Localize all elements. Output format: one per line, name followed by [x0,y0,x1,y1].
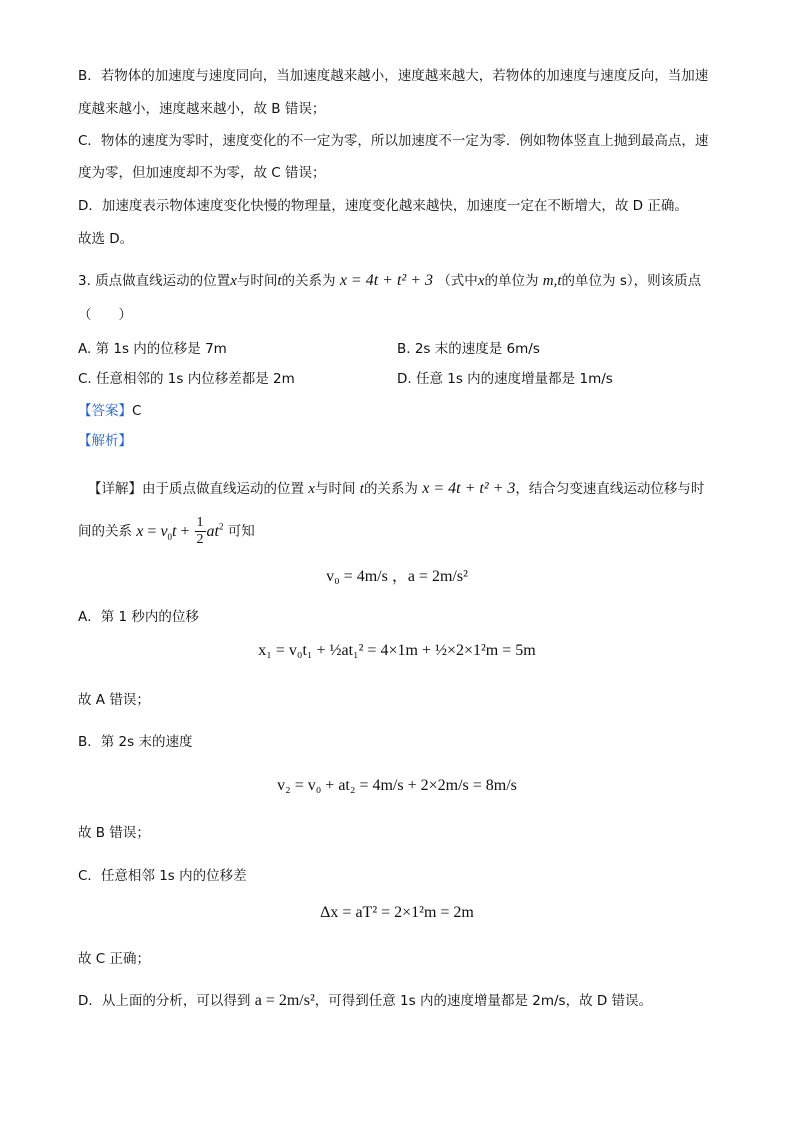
prev-option-c-line2: 度为零，但加速度却不为零，故 C 错误； [78,165,326,181]
detail-b-equation: v₂ = v₀ + at₂ = 4m/s + 2×2m/s = 8m/s [277,777,517,794]
analysis-label: 【解析】 [78,433,132,449]
detail-b-title: B．第 2s 末的速度 [78,734,193,750]
answer-label: 【答案】 [78,403,132,419]
option-a: A. 第 1s 内的位移是 7m [78,341,227,357]
detail-c-title: C．任意相邻 1s 内的位移差 [78,868,247,884]
detail-a-equation: x₁ = v₀t₁ + ½at₁² = 4×1m + ½×2×1²m = 5m [258,642,536,659]
answer-value: C [132,403,142,419]
question-number: 3. [78,273,91,289]
option-b: B. 2s 末的速度是 6m/s [397,341,540,357]
option-c: C. 任意相邻的 1s 内位移差都是 2m [78,371,295,387]
answer-row [78,401,141,421]
detail-line2: 间的关系 $x = v_0t$ + $\frac{1}{2}$ $at^2$ 可知 [78,515,255,547]
prev-choice: 故选 D。 [78,231,134,247]
detail-a-title: A．第 1 秒内的位移 [78,609,199,625]
detail-c-conclusion: 故 C 正确； [78,951,151,967]
detail-b-conclusion: 故 B 错误； [78,825,150,841]
detail-line1: 【详解】由于质点做直线运动的位置 x与时间 t的关系为 x = 4t + t² + 3，结合匀变速直线运动位移与时 [88,480,705,497]
prev-option-b-line2: 度越来越小，速度越来越小，故 B 错误； [78,101,326,117]
option-d: D. 任意 1s 内的速度增量都是 1m/s [397,371,613,387]
detail-a-conclusion: 故 A 错误； [78,692,150,708]
detail-c-equation: Δx = aT² = 2×1²m = 2m [320,904,474,921]
question-blank: （ ） [78,307,132,323]
detail-initial-values: v₀ = 4m/s ，a = 2m/s² [326,568,468,585]
detail-label: 【详解】 [88,481,142,497]
question-equation: x = 4t + t² + 3 [339,272,434,289]
detail-d-line: D．从上面的分析，可以得到 a = 2m/s²，可得到任意 1s 内的速度增量都是 2m/s，故 D 错误。 [78,992,653,1009]
prev-option-b-line1: B．若物体的加速度与速度同向，当加速度越来越小，速度越来越大，若物体的加速度与速度反向，当加速 [78,68,709,84]
question-stem: 3. 质点做直线运动的位置x与时间t的关系为 x = 4t + t² + 3 （式中x的单位为 m,t的单位为 s），则该质点 [78,272,702,289]
prev-option-d-line1: D．加速度表示物体速度变化快慢的物理量，速度变化越来越快，加速度一定在不断增大，故 D 正确。 [78,198,688,214]
prev-option-c-line1: C．物体的速度为零时，速度变化的不一定为零，所以加速度不一定为零．例如物体竖直上抛到最高点，速 [78,133,709,149]
